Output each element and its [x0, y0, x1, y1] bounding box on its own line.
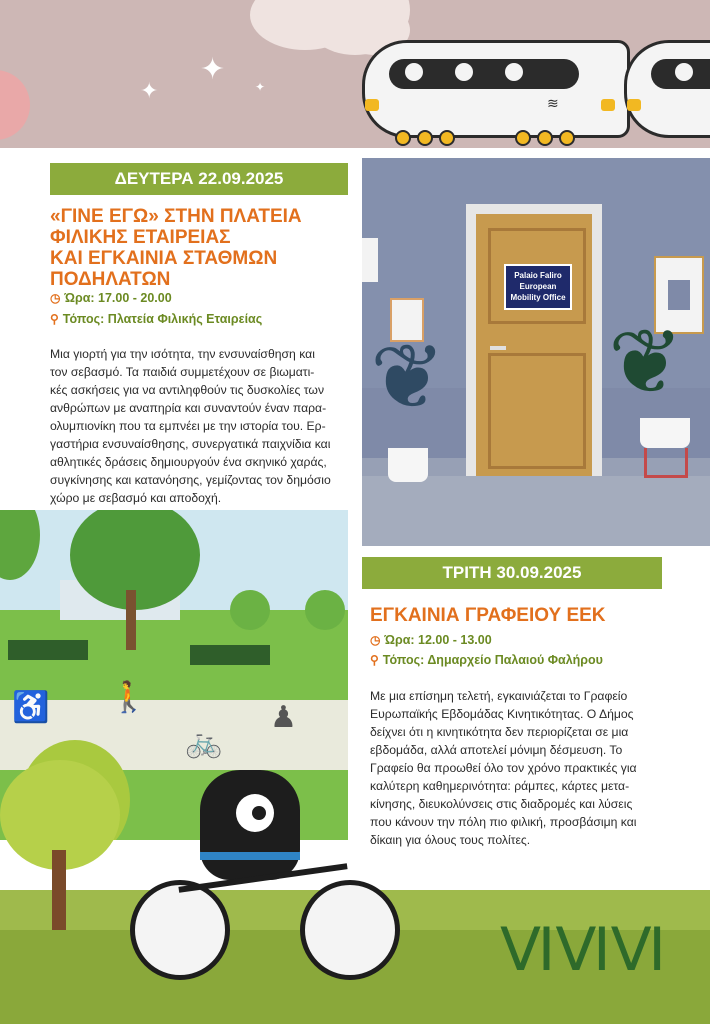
pink-circle-decoration — [0, 70, 30, 140]
tree-crown — [230, 590, 270, 630]
event1-place — [50, 312, 262, 326]
people-icon: ♿ — [12, 691, 50, 724]
sparkle-icon: ✦ — [140, 78, 159, 103]
event1-time — [50, 291, 172, 305]
desc-line: εβδομάδα, αλλά αποτελεί μόνιμη δέσμευση. Το — [370, 743, 623, 757]
event2-description — [370, 687, 698, 849]
tram-illustration — [362, 40, 630, 138]
plant-icon: ❦ — [370, 328, 446, 428]
bicycle-icon: 🚲 — [185, 726, 223, 759]
desc-line: που κάνουν την πόλη πιο φιλική, προσβάσιμη και — [370, 815, 637, 829]
plant-pot — [640, 418, 690, 448]
clock-icon: ◷ — [50, 291, 61, 305]
event2-place — [370, 653, 603, 667]
tree-crown — [305, 590, 345, 630]
event2-time — [370, 633, 492, 647]
desc-line: αθλητικές δράσεις δημιουργούν ένα σκηνικό χαράς, — [50, 455, 327, 469]
mascot-character — [200, 770, 300, 880]
desc-line: Γραφείο θα προωθεί όλο τον χρόνο πρακτικές για — [370, 761, 637, 775]
stroller-icon: ♟ — [270, 701, 297, 734]
desc-line: κίνησης, διευκολύνσεις στις διαδρομές και λύσεις — [370, 797, 633, 811]
desc-line: χώρο με σεβασμό και αποδοχή. — [50, 491, 222, 505]
event2-title: ΕΓΚΑΙΝΙΑ ΓΡΑΦΕΙΟΥ ΕΕΚ — [370, 605, 606, 626]
desc-line: Ευρωπαϊκής Εβδομάδας Κινητικότητας. Ο Δήμος — [370, 707, 634, 721]
tram-illustration — [624, 40, 710, 138]
tram-wheels — [395, 130, 595, 142]
place-text: Τόπος: Πλατεία Φιλικής Εταιρείας — [62, 312, 263, 326]
sign-line: European — [519, 282, 557, 291]
location-pin-icon: ⚲ — [370, 653, 379, 667]
bicycle-wheel — [130, 880, 230, 980]
desc-line: κές ασκήσεις για να αντιληφθούν τις δυσκολίες των — [50, 383, 325, 397]
door-handle — [490, 346, 506, 350]
foreground-tree — [0, 760, 120, 930]
title-line: ΚΑΙ ΕΓΚΑΙΝΙΑ ΣΤΑΘΜΩΝ — [50, 248, 278, 269]
plant-icon: ❦ — [608, 313, 684, 413]
place-text: Τόπος: Δημαρχείο Παλαιού Φαλήρου — [382, 653, 603, 667]
grass-tuft-icon: ⅥⅥⅥ — [500, 916, 667, 983]
plant-stand — [644, 448, 688, 478]
title-line: «ΓΙΝΕ ΕΓΩ» ΣΤΗΝ ΠΛΑΤΕΙΑ — [50, 206, 302, 227]
sparkle-icon: ✦ — [255, 80, 266, 94]
sparkle-icon: ✦ — [200, 53, 226, 86]
office-door-illustration — [362, 158, 710, 546]
date-banner-tuesday: ΤΡΙΤΗ 30.09.2025 — [362, 557, 662, 589]
location-pin-icon: ⚲ — [50, 312, 59, 326]
sign-line: Mobility Office — [510, 293, 566, 302]
clock-icon: ◷ — [370, 633, 381, 647]
park-bench — [190, 645, 270, 665]
plant-pot — [388, 448, 428, 482]
desc-line: συγκίνησης και κατανόησης, γεμίζοντας τον δημόσιο — [50, 473, 331, 487]
tree-crown — [0, 510, 40, 580]
desc-line: γαστήρια ενσυναίσθησης, συνεργατικά παιχνίδια και — [50, 437, 331, 451]
park-bench — [8, 640, 88, 660]
bicycle-wheel — [300, 880, 400, 980]
time-text: Ώρα: 12.00 - 13.00 — [384, 633, 492, 647]
header-illustration — [0, 0, 710, 148]
desc-line: καλύτερη καθημερινότητα: ράμπες, κάρτες μετα- — [370, 779, 630, 793]
title-line: ΦΙΛΙΚΗΣ ΕΤΑΙΡΕΙΑΣ — [50, 227, 231, 248]
sign-line: Palaio Faliro — [514, 271, 562, 280]
wall-frame — [362, 238, 378, 282]
desc-line: Μια γιορτή για την ισότητα, την ενσυναίσθηση και — [50, 347, 315, 361]
desc-line: ανθρώπων με αναπηρία και συναντούν έναν παρα- — [50, 401, 327, 415]
people-icon: 🚶 — [110, 681, 148, 714]
desc-line: Με μια επίσημη τελετή, εγκαινιάζεται το Γραφείο — [370, 689, 628, 703]
desc-line: δίκαιη για όλους τους πολίτες. — [370, 833, 531, 847]
wifi-icon: ≋ — [547, 95, 559, 111]
title-line: ΠΟΔΗΛΑΤΩΝ — [50, 269, 171, 290]
tree-trunk — [126, 590, 136, 650]
desc-line: δείχνει ότι η κινητικότητα δεν περιορίζεται σε μια — [370, 725, 629, 739]
desc-line: ολυμπιονίκη που τα εμπνέει με την ιστορία του. Ερ- — [50, 419, 326, 433]
time-text: Ώρα: 17.00 - 20.00 — [64, 291, 172, 305]
event1-description — [50, 345, 348, 507]
door-sign — [504, 264, 572, 310]
date-banner-monday: ΔΕΥΤΕΡΑ 22.09.2025 — [50, 163, 348, 195]
event1-title — [50, 206, 350, 290]
desc-line: τον σεβασμό. Τα παιδιά συμμετέχουν σε βιωματι- — [50, 365, 315, 379]
